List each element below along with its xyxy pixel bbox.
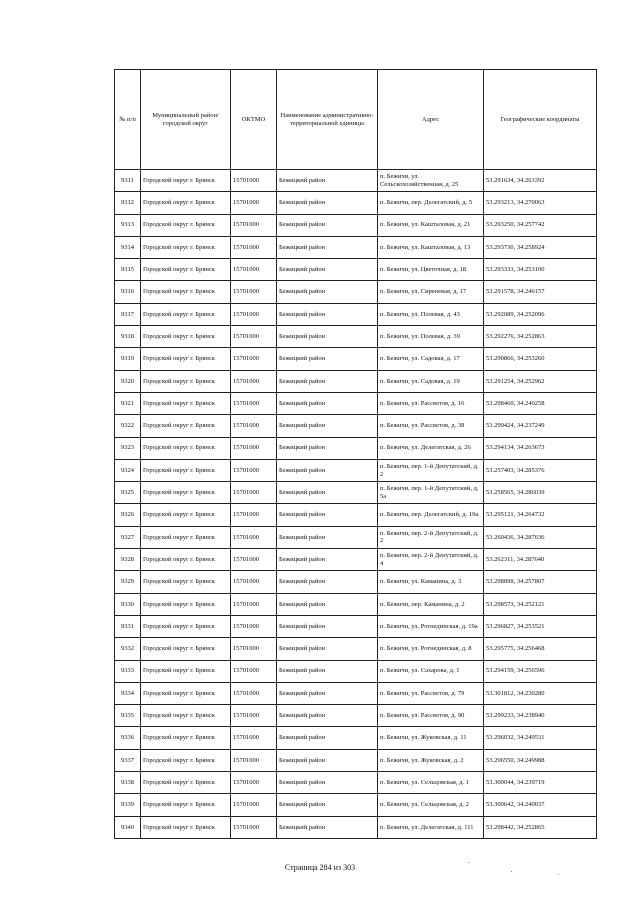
cell-num: 9315 [115, 259, 141, 281]
cell-okrug: Городской округ г. Брянск [141, 281, 231, 303]
cell-address: п. Бежичи, пер. Каманина, д. 2 [378, 593, 484, 615]
cell-coords: 53.293213, 34.270063 [484, 192, 597, 214]
cell-coords: 53.292089, 34.252096 [484, 303, 597, 325]
cell-address: п. Бежичи, ул. Каманина, д. 3 [378, 571, 484, 593]
table-row [115, 437, 597, 459]
cell-unit: Бежицкий район [277, 236, 378, 258]
cell-unit: Бежицкий район [277, 303, 378, 325]
cell-oktmo: 15701000 [231, 170, 277, 192]
cell-num: 9323 [115, 437, 141, 459]
cell-coords: 53.299233, 34.238940 [484, 705, 597, 727]
cell-okrug: Городской округ г. Брянск [141, 370, 231, 392]
cell-oktmo: 15701000 [231, 459, 277, 481]
cell-address: п. Бежичи, пер. Делегатский, д. 19а [378, 504, 484, 526]
table-row [115, 326, 597, 348]
cell-okrug: Городской округ г. Брянск [141, 615, 231, 637]
cell-num: 9336 [115, 727, 141, 749]
cell-unit: Бежицкий район [277, 772, 378, 794]
cell-oktmo: 15701000 [231, 794, 277, 816]
table-row [115, 593, 597, 615]
cell-coords: 53.293250, 34.257742 [484, 214, 597, 236]
cell-coords: 53.258565, 34.286039 [484, 482, 597, 504]
cell-address: п. Бежичи, ул. Сельцовская, д. 2 [378, 794, 484, 816]
header-coords: Географические координаты [484, 70, 597, 170]
cell-okrug: Городской округ г. Брянск [141, 705, 231, 727]
cell-oktmo: 15701000 [231, 303, 277, 325]
cell-okrug: Городской округ г. Брянск [141, 772, 231, 794]
cell-unit: Бежицкий район [277, 749, 378, 771]
cell-unit: Бежицкий район [277, 281, 378, 303]
cell-coords: 53.291254, 34.252962 [484, 370, 597, 392]
cell-oktmo: 15701000 [231, 348, 277, 370]
cell-num: 9312 [115, 192, 141, 214]
table-row [115, 259, 597, 281]
cell-num: 9340 [115, 816, 141, 838]
cell-unit: Бежицкий район [277, 370, 378, 392]
cell-address: п. Бежичи, ул. Рассветов, д. 16 [378, 392, 484, 414]
table-row [115, 370, 597, 392]
cell-num: 9337 [115, 749, 141, 771]
table-row [115, 772, 597, 794]
cell-unit: Бежицкий район [277, 682, 378, 704]
cell-num: 9338 [115, 772, 141, 794]
cell-unit: Бежицкий район [277, 660, 378, 682]
cell-address: п. Бежичи, пер. Делегатский, д. 5 [378, 192, 484, 214]
cell-unit: Бежицкий район [277, 727, 378, 749]
cell-oktmo: 15701000 [231, 437, 277, 459]
cell-coords: 53.294134, 34.263673 [484, 437, 597, 459]
cell-okrug: Городской округ г. Брянск [141, 593, 231, 615]
cell-coords: 53.260436, 34.287636 [484, 526, 597, 548]
cell-oktmo: 15701000 [231, 214, 277, 236]
cell-address: п. Бежичи, ул. Сахарова, д. 1 [378, 660, 484, 682]
cell-okrug: Городской округ г. Брянск [141, 326, 231, 348]
cell-oktmo: 15701000 [231, 482, 277, 504]
cell-coords: 53.299424, 34.237249 [484, 415, 597, 437]
cell-okrug: Городской округ г. Брянск [141, 192, 231, 214]
table-row [115, 615, 597, 637]
cell-oktmo: 15701000 [231, 504, 277, 526]
cell-unit: Бежицкий район [277, 392, 378, 414]
table-row [115, 392, 597, 414]
cell-coords: 53.293730, 34.258924 [484, 236, 597, 258]
cell-oktmo: 15701000 [231, 259, 277, 281]
cell-okrug: Городской округ г. Брянск [141, 571, 231, 593]
cell-address: п. Бежичи, пер. 1-й Депутатский, д. 5а [378, 482, 484, 504]
cell-address: п. Бежичи, ул. Полевая, д. 39 [378, 326, 484, 348]
cell-coords: 53.295775, 34.256468 [484, 638, 597, 660]
table-row [115, 727, 597, 749]
cell-oktmo: 15701000 [231, 326, 277, 348]
cell-coords: 53.296827, 34.253521 [484, 615, 597, 637]
cell-unit: Бежицкий район [277, 459, 378, 481]
cell-num: 9330 [115, 593, 141, 615]
cell-coords: 53.291634, 34.263392 [484, 170, 597, 192]
cell-address: п. Бежичи, ул. Рогнединская, д. 19а [378, 615, 484, 637]
cell-unit: Бежицкий район [277, 794, 378, 816]
cell-coords: 53.291578, 34.246157 [484, 281, 597, 303]
cell-oktmo: 15701000 [231, 772, 277, 794]
header-okrug: Муниципальный район/городской округ [141, 70, 231, 170]
scan-speck [468, 862, 469, 863]
cell-coords: 53.294159, 34.256596 [484, 660, 597, 682]
cell-okrug: Городской округ г. Брянск [141, 749, 231, 771]
cell-num: 9333 [115, 660, 141, 682]
cell-address: п. Бежичи, ул. Полевая, д. 43 [378, 303, 484, 325]
cell-okrug: Городской округ г. Брянск [141, 794, 231, 816]
cell-address: п. Бежичи, ул. Жуковская, д. 11 [378, 727, 484, 749]
cell-num: 9321 [115, 392, 141, 414]
cell-okrug: Городской округ г. Брянск [141, 682, 231, 704]
cell-unit: Бежицкий район [277, 326, 378, 348]
cell-address: п. Бежичи, ул. Жуковская, д. 2 [378, 749, 484, 771]
cell-okrug: Городской округ г. Брянск [141, 303, 231, 325]
cell-coords: 53.298442, 34.252865 [484, 816, 597, 838]
cell-num: 9322 [115, 415, 141, 437]
cell-num: 9332 [115, 638, 141, 660]
cell-unit: Бежицкий район [277, 415, 378, 437]
cell-oktmo: 15701000 [231, 236, 277, 258]
cell-unit: Бежицкий район [277, 615, 378, 637]
cell-okrug: Городской округ г. Брянск [141, 526, 231, 548]
cell-okrug: Городской округ г. Брянск [141, 170, 231, 192]
table-row [115, 170, 597, 192]
cell-okrug: Городской округ г. Брянск [141, 392, 231, 414]
cell-address: п. Бежичи, ул. Сельцовская, д. 1 [378, 772, 484, 794]
cell-oktmo: 15701000 [231, 549, 277, 571]
cell-coords: 53.298460, 34.240258 [484, 392, 597, 414]
table-row [115, 348, 597, 370]
table-row [115, 504, 597, 526]
cell-address: п. Бежичи, ул. Сельскохозяйственная, д. 25 [378, 170, 484, 192]
cell-coords: 53.298573, 34.252121 [484, 593, 597, 615]
table-row [115, 236, 597, 258]
cell-okrug: Городской округ г. Брянск [141, 259, 231, 281]
cell-address: п. Бежичи, ул. Садовая, д. 17 [378, 348, 484, 370]
cell-oktmo: 15701000 [231, 593, 277, 615]
cell-okrug: Городской округ г. Брянск [141, 415, 231, 437]
cell-unit: Бежицкий район [277, 638, 378, 660]
cell-address: п. Бежичи, ул. Рассветов, д. 90 [378, 705, 484, 727]
header-num: № п/п [115, 70, 141, 170]
cell-address: п. Бежичи, ул. Кашталовая, д. 21 [378, 214, 484, 236]
cell-num: 9326 [115, 504, 141, 526]
cell-oktmo: 15701000 [231, 571, 277, 593]
scan-speck [558, 874, 559, 875]
table-row [115, 816, 597, 838]
cell-unit: Бежицкий район [277, 571, 378, 593]
cell-okrug: Городской округ г. Брянск [141, 660, 231, 682]
cell-num: 9335 [115, 705, 141, 727]
cell-okrug: Городской округ г. Брянск [141, 459, 231, 481]
cell-coords: 53.292276, 34.252863 [484, 326, 597, 348]
cell-coords: 53.300044, 34.239719 [484, 772, 597, 794]
cell-address: п. Бежичи, ул. Рассветов, д. 38 [378, 415, 484, 437]
cell-oktmo: 15701000 [231, 816, 277, 838]
cell-num: 9320 [115, 370, 141, 392]
cell-num: 9314 [115, 236, 141, 258]
cell-num: 9317 [115, 303, 141, 325]
cell-okrug: Городской округ г. Брянск [141, 437, 231, 459]
cell-unit: Бежицкий район [277, 526, 378, 548]
cell-num: 9313 [115, 214, 141, 236]
cell-unit: Бежицкий район [277, 214, 378, 236]
table-row [115, 192, 597, 214]
cell-oktmo: 15701000 [231, 727, 277, 749]
cell-coords: 53.257403, 34.285376 [484, 459, 597, 481]
cell-okrug: Городской округ г. Брянск [141, 816, 231, 838]
cell-coords: 53.300642, 34.240037 [484, 794, 597, 816]
cell-oktmo: 15701000 [231, 705, 277, 727]
table-row [115, 638, 597, 660]
cell-num: 9339 [115, 794, 141, 816]
cell-num: 9318 [115, 326, 141, 348]
cell-address: п. Бежичи, ул. Рогнединская, д. 8 [378, 638, 484, 660]
cell-oktmo: 15701000 [231, 749, 277, 771]
table-header [115, 70, 597, 170]
cell-unit: Бежицкий район [277, 482, 378, 504]
scan-speck [511, 871, 512, 872]
cell-coords: 53.295121, 34.264732 [484, 504, 597, 526]
cell-num: 9316 [115, 281, 141, 303]
cell-coords: 53.296032, 34.249531 [484, 727, 597, 749]
cell-okrug: Городской округ г. Брянск [141, 482, 231, 504]
table-row [115, 526, 597, 548]
cell-okrug: Городской округ г. Брянск [141, 236, 231, 258]
cell-address: п. Бежичи, ул. Сиреневая, д. 17 [378, 281, 484, 303]
cell-unit: Бежицкий район [277, 504, 378, 526]
table-row [115, 705, 597, 727]
cell-unit: Бежицкий район [277, 816, 378, 838]
cell-num: 9329 [115, 571, 141, 593]
cell-num: 9311 [115, 170, 141, 192]
cell-oktmo: 15701000 [231, 615, 277, 637]
cell-num: 9324 [115, 459, 141, 481]
page-number: Страница 284 из 303 [284, 863, 356, 872]
cell-address: п. Бежичи, ул. Делегатская, д. 26 [378, 437, 484, 459]
cell-coords: 53.301812, 34.230280 [484, 682, 597, 704]
cell-address: п. Бежичи, пер. 2-й Депутатский, д. 4 [378, 549, 484, 571]
table-row [115, 660, 597, 682]
cell-coords: 53.290866, 34.253260 [484, 348, 597, 370]
cell-oktmo: 15701000 [231, 638, 277, 660]
table-row [115, 749, 597, 771]
cell-oktmo: 15701000 [231, 192, 277, 214]
cell-unit: Бежицкий район [277, 549, 378, 571]
cell-num: 9334 [115, 682, 141, 704]
registry-table [114, 69, 597, 839]
cell-unit: Бежицкий район [277, 593, 378, 615]
cell-oktmo: 15701000 [231, 415, 277, 437]
cell-unit: Бежицкий район [277, 437, 378, 459]
cell-okrug: Городской округ г. Брянск [141, 214, 231, 236]
cell-address: п. Бежичи, ул. Делегатская, д. 111 [378, 816, 484, 838]
cell-unit: Бежицкий район [277, 348, 378, 370]
cell-coords: 53.293333, 34.253100 [484, 259, 597, 281]
table-row [115, 682, 597, 704]
cell-unit: Бежицкий район [277, 192, 378, 214]
cell-oktmo: 15701000 [231, 370, 277, 392]
table-row [115, 459, 597, 481]
header-row [115, 70, 597, 170]
cell-okrug: Городской округ г. Брянск [141, 549, 231, 571]
cell-okrug: Городской округ г. Брянск [141, 504, 231, 526]
header-address: Адрес [378, 70, 484, 170]
cell-num: 9331 [115, 615, 141, 637]
cell-oktmo: 15701000 [231, 526, 277, 548]
cell-okrug: Городской округ г. Брянск [141, 727, 231, 749]
cell-unit: Бежицкий район [277, 170, 378, 192]
table-body [115, 170, 597, 839]
cell-num: 9327 [115, 526, 141, 548]
cell-okrug: Городской округ г. Брянск [141, 348, 231, 370]
cell-address: п. Бежичи, ул. Рассветов, д. 79 [378, 682, 484, 704]
header-oktmo: ОКТМО [231, 70, 277, 170]
table-row [115, 214, 597, 236]
cell-unit: Бежицкий район [277, 259, 378, 281]
cell-num: 9328 [115, 549, 141, 571]
table-row [115, 794, 597, 816]
table-row [115, 415, 597, 437]
cell-oktmo: 15701000 [231, 392, 277, 414]
table-row [115, 549, 597, 571]
cell-coords: 53.296550, 34.249988 [484, 749, 597, 771]
cell-oktmo: 15701000 [231, 660, 277, 682]
table-row [115, 482, 597, 504]
cell-address: п. Бежичи, ул. Цветочная, д. 18 [378, 259, 484, 281]
cell-coords: 53.262311, 34.287640 [484, 549, 597, 571]
cell-address: п. Бежичи, пер. 1-й Депутатский, д. 2 [378, 459, 484, 481]
cell-oktmo: 15701000 [231, 281, 277, 303]
cell-coords: 53.298898, 34.257807 [484, 571, 597, 593]
cell-oktmo: 15701000 [231, 682, 277, 704]
table-row [115, 303, 597, 325]
cell-address: п. Бежичи, ул. Кашталовая, д. 13 [378, 236, 484, 258]
cell-num: 9319 [115, 348, 141, 370]
cell-okrug: Городской округ г. Брянск [141, 638, 231, 660]
cell-unit: Бежицкий район [277, 705, 378, 727]
header-unit: Наименование административно-территориальной единицы [277, 70, 378, 170]
cell-address: п. Бежичи, пер. 2-й Депутатский, д. 2 [378, 526, 484, 548]
cell-num: 9325 [115, 482, 141, 504]
table-row [115, 281, 597, 303]
table-row [115, 571, 597, 593]
cell-address: п. Бежичи, ул. Садовая, д. 19 [378, 370, 484, 392]
